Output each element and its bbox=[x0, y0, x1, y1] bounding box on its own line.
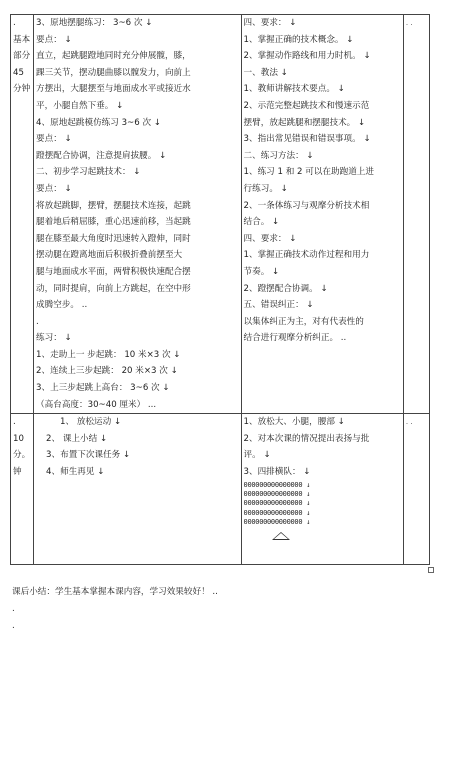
content-line: 腿在膝至最大角度时迅速转入蹬伸，同时 bbox=[36, 233, 191, 244]
content-line: 4、原地起跳模仿练习 3~6 次 ↓ bbox=[36, 117, 161, 128]
method-line: 结合进行观摩分析纠正。 .. bbox=[243, 333, 347, 344]
method-cell-basic bbox=[241, 15, 403, 414]
summary-line: . bbox=[12, 604, 15, 614]
method-line: 以集体纠正为主，对有代表性的 bbox=[243, 316, 364, 327]
content-line: 直立，起跳腿蹬地同时充分伸展髋，膝， bbox=[36, 51, 191, 62]
table-resize-handle[interactable] bbox=[428, 567, 434, 573]
method-line: 1、掌握正确的技术概念。 ↓ bbox=[243, 34, 354, 45]
method-line: 2、掌握动作路线和用力时机。 ↓ bbox=[243, 51, 371, 62]
time-label-line: . bbox=[13, 417, 16, 428]
content-line: 二、初步学习起跳技术： ↓ bbox=[36, 167, 141, 178]
extra-cell-closing bbox=[403, 414, 429, 565]
content-line: . bbox=[36, 316, 39, 327]
method-line: 3、指出常见错误和错误事项。 ↓ bbox=[243, 134, 371, 145]
method-line: 四、要求： ↓ bbox=[243, 233, 297, 244]
method-line: 1、放松大、小腿，腰部 ↓ bbox=[243, 417, 345, 428]
time-label-line: 基本 bbox=[13, 34, 31, 45]
method-line: 节奏。 ↓ bbox=[243, 266, 280, 277]
cell-mark: . . bbox=[405, 19, 413, 27]
content-line: 动，同时提肩，向前上方跳起，在空中形 bbox=[36, 283, 191, 294]
method-line: 摆臂，放起跳腿和摆腿技术。 ↓ bbox=[243, 117, 366, 128]
content-line: 练习： ↓ bbox=[36, 333, 72, 344]
closing-step-line: 3、布置下次课任务 ↓ bbox=[46, 450, 131, 461]
formation-diagram bbox=[242, 481, 403, 528]
lesson-summary bbox=[12, 584, 218, 635]
content-line: 1、走助上一 步起跳： 10 米×3 次 ↓ bbox=[36, 349, 181, 360]
content-line: 3、上三步起跳上高台： 3~6 次 ↓ bbox=[36, 383, 170, 394]
content-line: （高台高度：30~40 厘米） ... bbox=[36, 399, 157, 410]
content-line: 要点： ↓ bbox=[36, 183, 72, 194]
content-line: 平，小腿自然下垂。 ↓ bbox=[36, 100, 124, 111]
basic-part-row bbox=[11, 15, 430, 414]
closing-part-row bbox=[11, 414, 430, 565]
method-line: 五、错误纠正： ↓ bbox=[243, 300, 314, 311]
method-line: 评。 ↓ bbox=[243, 450, 271, 461]
method-line: 结合。 ↓ bbox=[243, 217, 280, 228]
summary-line: . bbox=[12, 621, 15, 631]
method-line: 二、练习方法： ↓ bbox=[243, 150, 314, 161]
content-line: 要点： ↓ bbox=[36, 34, 72, 45]
method-line: 2、示范完整起跳技术和慢速示范 bbox=[243, 100, 370, 111]
method-line: 一、教法 ↓ bbox=[243, 67, 288, 78]
formation-row: 000000000000000 ↓ bbox=[243, 480, 311, 489]
method-line: 2、一条体练习与观摩分析技术相 bbox=[243, 200, 370, 211]
method-line: 2、蹬摆配合协调。 ↓ bbox=[243, 283, 328, 294]
content-line: 将放起跳脚，摆臂，摆腿技术连接，起跳 bbox=[36, 200, 191, 211]
method-line: 1、掌握正确技术动作过程和用力 bbox=[243, 250, 370, 261]
time-label-line: . bbox=[13, 18, 16, 28]
method-line: 四、要求： ↓ bbox=[243, 18, 297, 28]
closing-step-line: 4、师生再见 ↓ bbox=[46, 467, 105, 478]
formation-row: 000000000000000 ↓ bbox=[243, 490, 311, 499]
method-line: 3、四排横队： ↓ bbox=[243, 467, 311, 478]
time-label-line: 分。 bbox=[13, 450, 31, 461]
teacher-position-triangle bbox=[272, 532, 290, 540]
method-line: 1、教师讲解技术要点。 ↓ bbox=[243, 84, 345, 95]
time-label-line: 部分 bbox=[13, 51, 31, 62]
content-cell-basic bbox=[34, 15, 241, 414]
formation-row: 000000000000000 ↓ bbox=[243, 518, 311, 527]
content-line: 踝三关节，摆动腿曲膝以髋发力，向前上 bbox=[36, 67, 191, 78]
closing-step-line: 1、 放松运动 ↓ bbox=[60, 417, 122, 428]
time-cell-basic bbox=[11, 15, 34, 414]
content-line: 方摆出，大腿摆至与地面成水平或接近水 bbox=[36, 84, 191, 95]
content-line: 腿着地后稍屈膝，重心迅速前移，当起跳 bbox=[36, 217, 191, 228]
method-line: 行练习。 ↓ bbox=[243, 183, 288, 194]
lesson-plan-table bbox=[10, 14, 430, 565]
content-line: 蹬摆配合协调，注意提肩拔腰。 ↓ bbox=[36, 150, 167, 161]
closing-step-line: 2、 课上小结 ↓ bbox=[46, 433, 108, 444]
method-cell-closing bbox=[241, 414, 403, 565]
method-line: 2、对本次课的情况提出表扬与批 bbox=[243, 433, 370, 444]
content-line: 2、连续上三步起跳： 20 米×3 次 ↓ bbox=[36, 366, 178, 377]
formation-row: 000000000000000 ↓ bbox=[243, 499, 311, 508]
content-line: 要点： ↓ bbox=[36, 134, 72, 145]
time-cell-closing bbox=[11, 414, 34, 565]
content-line: 摆动腿在蹬离地面后积极折叠前摆至大 bbox=[36, 250, 183, 261]
content-line: 腿与地面成水平面，两臂积极快速配合摆 bbox=[36, 266, 191, 277]
extra-cell-basic bbox=[403, 15, 429, 414]
time-label-line: 45 bbox=[13, 67, 24, 78]
summary-line: 课后小结：学生基本掌握本课内容，学习效果较好！ .. bbox=[12, 587, 218, 597]
time-label-line: 10 bbox=[13, 433, 24, 444]
cell-mark: . . bbox=[405, 418, 413, 427]
content-cell-closing bbox=[34, 414, 241, 565]
content-line: 成腾空步。 .. bbox=[36, 300, 88, 311]
method-line: 1、练习 1 和 2 可以在助跑道上进 bbox=[243, 167, 374, 178]
formation-row: 000000000000000 ↓ bbox=[243, 508, 311, 517]
time-label-line: 分钟 bbox=[13, 84, 31, 95]
content-line: 3、原地摆腿练习： 3~6 次 ↓ bbox=[36, 18, 153, 28]
time-label-line: 钟 bbox=[13, 467, 22, 478]
